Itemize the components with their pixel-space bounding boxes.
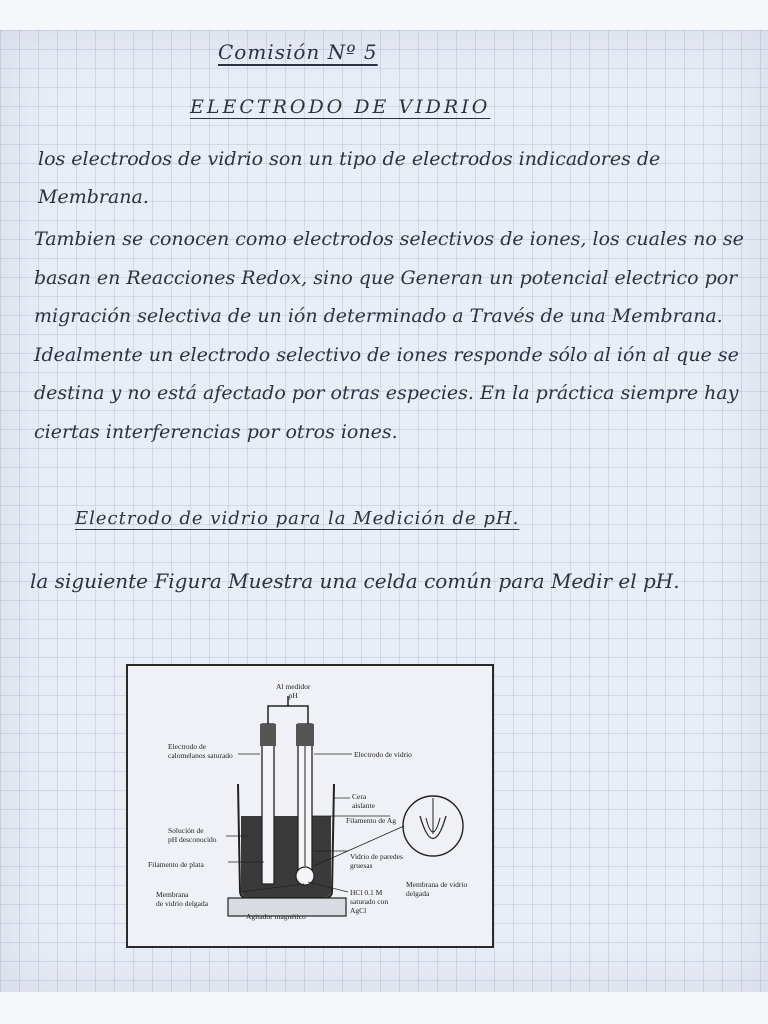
- page-margin-bottom: [0, 992, 768, 1024]
- label-hcl: HCl 0.1 M saturado con AgCl: [350, 888, 389, 915]
- label-thin-membrane: Membrana de vidrio delgada: [156, 890, 209, 908]
- ph-cell-figure: [126, 664, 494, 948]
- label-thin-glass-membrane: Membrana de vidrio delgada: [406, 880, 468, 898]
- paragraph-description: Tambien se conocen como electrodos selectivos de iones, los cuales no se basan en Reacciones Redox, sino que Generan un potencial electrico por migración selectiva de un ión determinado a Través de una Membrana. Idealmente un electrodo selectivo de iones responde sólo al ión al que se destina y no está afectado por otras especies. En la práctica siempre hay ciertas interferencias por otros iones.: [34, 228, 744, 443]
- label-thick-glass: Vidrio de paredes gruesas: [350, 852, 403, 870]
- label-glass-electrode: Electrodo de vidrio: [354, 750, 412, 759]
- label-unknown-solution: Solución de pH desconocido: [168, 826, 217, 844]
- label-insulating-wax: Cera aislante: [352, 792, 375, 810]
- label-ag-filament: Filamento de Ag: [346, 816, 396, 825]
- label-silver-filament: Filamento de plata: [148, 860, 204, 869]
- label-meter: Al medidor pH: [276, 682, 311, 700]
- label-calomel-electrode: Electrodo de calomelanos saturado: [168, 742, 233, 760]
- paragraph-figure-intro: la siguiente Figura Muestra una celda común para Medir el pH.: [30, 569, 680, 593]
- page-title: ELECTRODO DE VIDRIO: [190, 96, 491, 118]
- paragraph-intro: los electrodos de vidrio son un tipo de electrodos indicadores de Membrana.: [38, 148, 661, 208]
- commission-heading: Comisión Nº 5: [218, 40, 378, 64]
- section-subheading: Electrodo de vidrio para la Medición de pH.: [75, 508, 520, 529]
- label-magnetic-stirrer: Agitador magnético: [246, 912, 306, 921]
